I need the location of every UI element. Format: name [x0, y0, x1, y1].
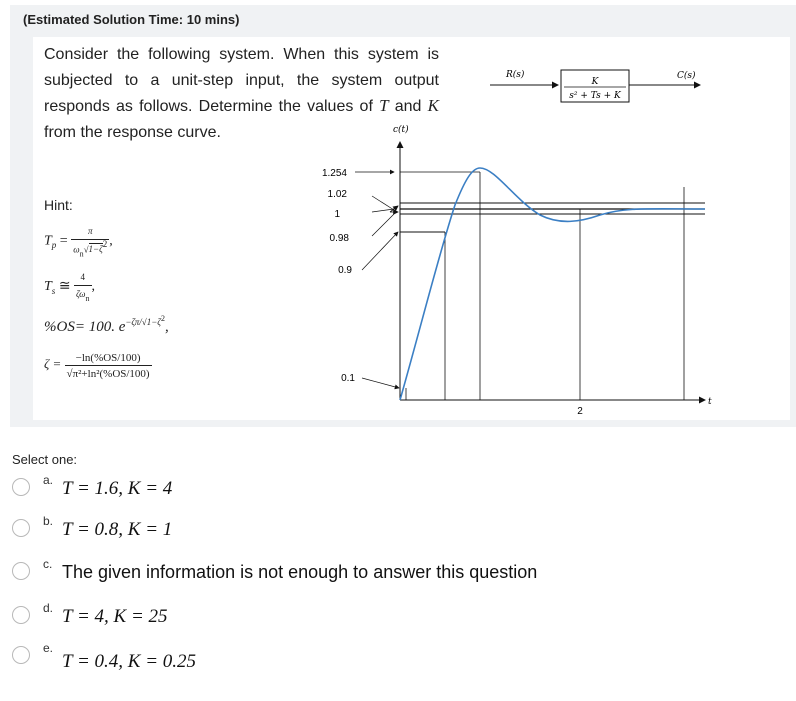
leader-0-98 — [372, 214, 394, 236]
ts-approx: ≅ — [58, 278, 71, 294]
y-tick-1-02: 1.02 — [327, 189, 347, 200]
tp-numerator: π — [87, 226, 93, 236]
input-label: R(s) — [506, 70, 525, 80]
radio-option-e[interactable] — [12, 646, 30, 664]
leader-0-1 — [362, 378, 399, 388]
y-tick-1: 1 — [334, 209, 340, 220]
y-tick-1-254: 1.254 — [321, 168, 347, 179]
variable-t: T — [379, 96, 389, 115]
ts-comma: , — [91, 278, 96, 294]
os-exponent: −ζπ/√1−ζ — [125, 317, 161, 327]
y-tick-0-9: 0.9 — [338, 265, 352, 276]
ts-denominator: ζω — [76, 288, 86, 299]
problem-line-4: from the response curve. — [44, 123, 221, 141]
estimated-time-label: (Estimated Solution Time: 10 mins) — [23, 12, 240, 27]
tp-root: 1−ζ — [88, 244, 103, 255]
option-text: T = 1.6, K = 4 — [62, 478, 173, 499]
tp-denominator: ω — [73, 244, 80, 255]
radio-option-d[interactable] — [12, 606, 30, 624]
x-tick-2: 2 — [577, 406, 583, 417]
select-one-label: Select one: — [12, 452, 78, 467]
radio-option-a[interactable] — [12, 478, 30, 496]
tp-subscript: p — [51, 240, 57, 251]
y-tick-0-98: 0.98 — [329, 233, 349, 244]
problem-line-2: subjected to a unit-step input, the system output — [44, 71, 439, 89]
tp-comma: , — [109, 233, 113, 249]
tp-symbol: T — [44, 233, 52, 249]
ts-subscript: s — [51, 285, 56, 296]
os-lhs: %OS= 100. e — [44, 319, 126, 335]
output-label: C(s) — [677, 71, 696, 81]
option-letter: b. — [43, 514, 54, 528]
problem-line-1: Consider the following system. When this system is — [44, 46, 439, 63]
problem-and: and — [388, 98, 422, 115]
y-tick-0-1: 0.1 — [341, 373, 355, 384]
leader-0-9 — [362, 232, 398, 270]
os-comma: , — [164, 319, 169, 335]
ts-den-subscript: n — [85, 293, 90, 303]
variable-k: K — [427, 96, 440, 115]
ts-symbol: T — [44, 278, 52, 294]
option-letter: a. — [43, 473, 54, 487]
zeta-lhs: ζ = — [44, 355, 62, 371]
radio-option-b[interactable] — [12, 519, 30, 537]
os-exponent-square: 2 — [160, 314, 165, 323]
arrow-mark-1 — [390, 206, 398, 212]
option-text: T = 0.8, K = 1 — [62, 519, 173, 540]
tf-numerator: K — [591, 77, 599, 87]
option-letter: c. — [43, 557, 53, 571]
tp-den-subscript: n — [79, 249, 84, 259]
zeta-denominator: √π²+ln²(%OS/100) — [66, 367, 150, 380]
tp-sqrt-symbol: √ — [83, 244, 89, 255]
option-letter: e. — [43, 641, 54, 655]
radio-option-c[interactable] — [12, 562, 30, 580]
tp-equals: = — [59, 233, 68, 249]
leader-1-02 — [372, 196, 394, 210]
zeta-numerator: −ln(%OS/100) — [75, 352, 141, 364]
block-diagram — [490, 69, 700, 102]
tf-denominator: s² + Ts + K — [569, 91, 621, 101]
option-letter: d. — [43, 601, 54, 615]
tp-square: 2 — [102, 238, 108, 249]
option-text: The given information is not enough to answer this question — [62, 562, 538, 582]
x-axis-label: t — [708, 397, 712, 407]
problem-line-3: responds as follows. Determine the values of — [44, 98, 380, 115]
response-chart — [322, 124, 712, 417]
y-axis-label: c(t) — [393, 125, 409, 135]
hint-title: Hint: — [44, 197, 73, 213]
option-text: T = 0.4, K = 0.25 — [62, 651, 197, 672]
option-text: T = 4, K = 25 — [62, 606, 168, 627]
ts-numerator: 4 — [80, 272, 86, 282]
